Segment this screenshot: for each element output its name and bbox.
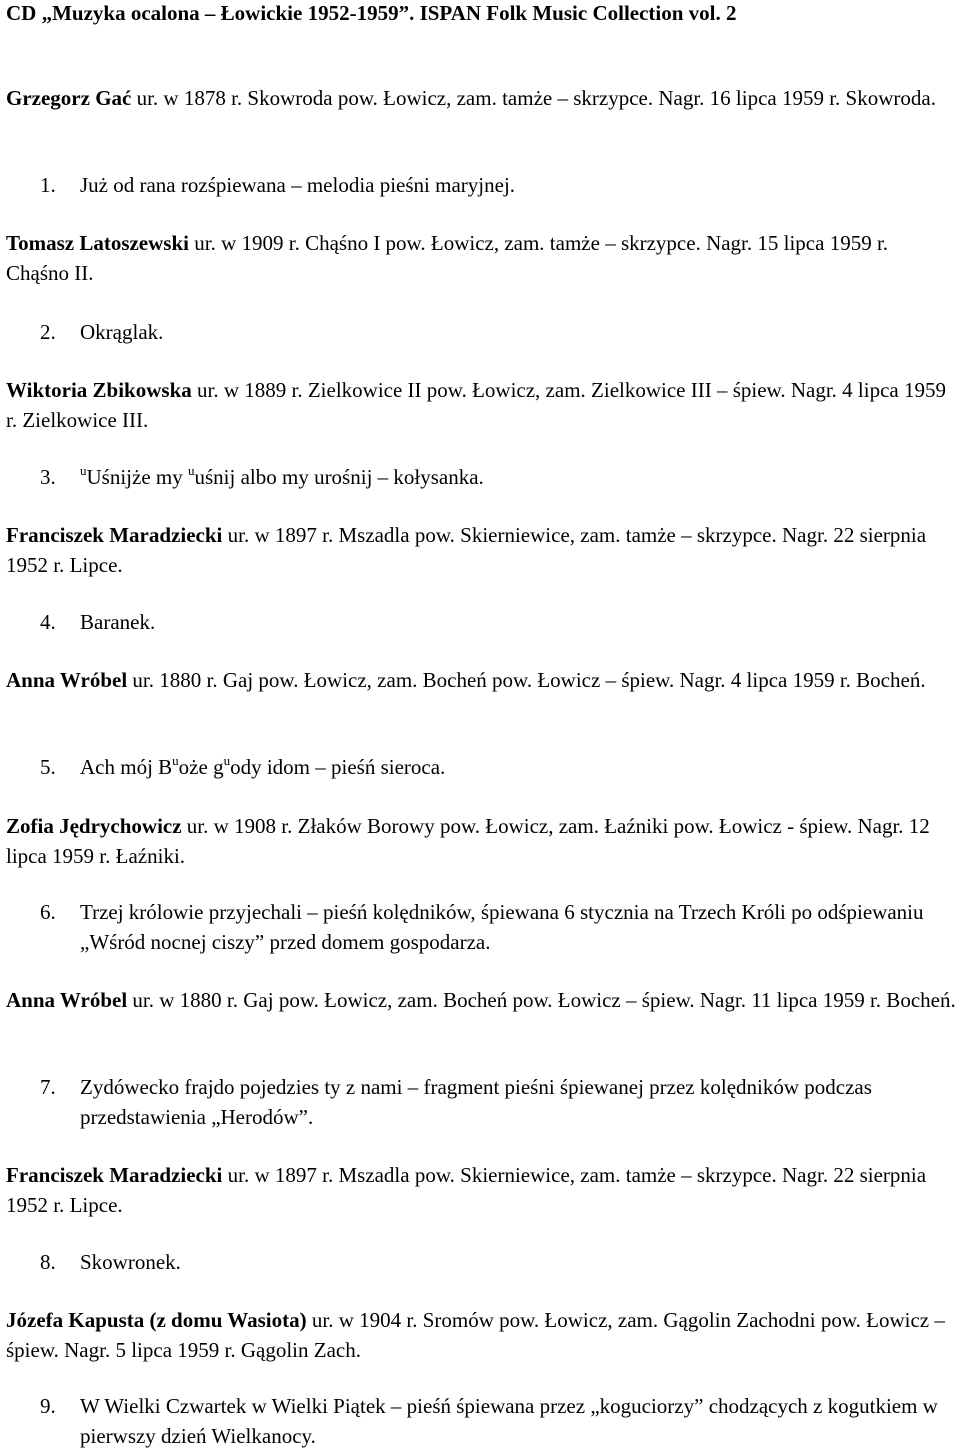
performer-info bbox=[6, 812, 956, 871]
track-title: W Wielki Czwartek w Wielki Piątek – pieśń śpiewana przez „koguciorzy” chodzących z kogutkiem w pierwszy dzień Wielkanocy. bbox=[80, 1394, 938, 1448]
performer-info bbox=[6, 521, 956, 580]
performer-name: Zofia Jędrychowicz bbox=[6, 814, 182, 838]
performer-name: Franciszek Maradziecki bbox=[6, 523, 223, 547]
performer-details: ur. 1880 r. Gaj pow. Łowicz, zam. Bocheń pow. Łowicz – śpiew. Nagr. 4 lipca 1959 r. Bocheń. bbox=[127, 668, 926, 692]
track-item bbox=[40, 608, 956, 638]
track-title: Trzej królowie przyjechali – pieśń kolędników, śpiewana 6 stycznia na Trzech Króli po odśpiewaniu „Wśród nocnej ciszy” przed domem gospodarza. bbox=[80, 900, 924, 954]
track-item bbox=[40, 1073, 956, 1132]
track-title: Zydówecko frajdo pojedzies ty z nami – fragment pieśni śpiewanej przez kolędników podczas przedstawienia „Herodów”. bbox=[80, 1075, 872, 1129]
track-title: Baranek. bbox=[80, 610, 156, 634]
track-title: Już od rana rozśpiewana – melodia pieśni maryjnej. bbox=[80, 173, 516, 197]
performer-name: Grzegorz Gać bbox=[6, 86, 132, 110]
track-number: 7. bbox=[40, 1075, 56, 1099]
performer-name: Wiktoria Zbikowska bbox=[6, 378, 192, 402]
performer-info bbox=[6, 666, 956, 696]
performer-details: ur. w 1904 r. Sromów pow. Łowicz, zam. Gągolin Zachodni pow. Łowicz – śpiew. Nagr. 5 lipca 1959 r. Gągolin Zach. bbox=[6, 1308, 945, 1362]
track-item bbox=[40, 318, 956, 348]
track-item bbox=[40, 898, 956, 957]
track-item bbox=[40, 171, 956, 201]
track-item bbox=[40, 1392, 956, 1451]
performer-info bbox=[6, 84, 956, 114]
track-title: Ach mój $B^uoże$ $g^uody$ idom – pieśń sieroca. bbox=[80, 753, 446, 779]
performer-details: ur. w 1909 r. Chąśno I pow. Łowicz, zam. tamże – skrzypce. Nagr. 15 lipca 1959 r. Chąśno II. bbox=[6, 231, 889, 285]
performer-name: Józefa Kapusta (z domu Wasiota) bbox=[6, 1308, 307, 1332]
performer-name: Franciszek Maradziecki bbox=[6, 1163, 223, 1187]
track-number: 4. bbox=[40, 610, 56, 634]
track-item bbox=[40, 753, 956, 783]
track-number: 8. bbox=[40, 1250, 56, 1274]
track-number: 2. bbox=[40, 320, 56, 344]
performer-info bbox=[6, 1306, 956, 1365]
document-title: CD „Muzyka ocalona – Łowickie 1952-1959”. ISPAN Folk Music Collection vol. 2 bbox=[6, 1, 737, 25]
performer-details: ur. w 1897 r. Mszadla pow. Skierniewice, zam. tamże – skrzypce. Nagr. 22 sierpnia 1952 r. Lipce. bbox=[6, 1163, 927, 1217]
track-item bbox=[40, 1248, 956, 1278]
track-number: 9. bbox=[40, 1394, 56, 1418]
performer-name: Anna Wróbel bbox=[6, 668, 128, 692]
performer-details: ur. w 1880 r. Gaj pow. Łowicz, zam. Bocheń pow. Łowicz – śpiew. Nagr. 11 lipca 1959 r. Bocheń. bbox=[127, 988, 956, 1012]
performer-info bbox=[6, 229, 956, 288]
track-number: 3. bbox=[40, 465, 56, 489]
track-number: 1. bbox=[40, 173, 56, 197]
performer-details: ur. w 1889 r. Zielkowice II pow. Łowicz, zam. Zielkowice III – śpiew. Nagr. 4 lipca 1959 r. Zielkowice III. bbox=[6, 378, 946, 432]
performer-name: Tomasz Latoszewski bbox=[6, 231, 189, 255]
track-title: Okrąglak. bbox=[80, 320, 164, 344]
performer-info bbox=[6, 1161, 956, 1220]
performer-info bbox=[6, 376, 956, 435]
performer-details: ur. w 1897 r. Mszadla pow. Skierniewice, zam. tamże – skrzypce. Nagr. 22 sierpnia 1952 r. Lipce. bbox=[6, 523, 927, 577]
track-number: 6. bbox=[40, 900, 56, 924]
performer-info bbox=[6, 986, 956, 1016]
performer-name: Anna Wróbel bbox=[6, 988, 128, 1012]
track-item bbox=[40, 463, 956, 493]
track-title: Skowronek. bbox=[80, 1250, 181, 1274]
performer-details: ur. w 1878 r. Skowroda pow. Łowicz, zam. tamże – skrzypce. Nagr. 16 lipca 1959 r. Skowroda. bbox=[131, 86, 936, 110]
track-number: 5. bbox=[40, 755, 56, 779]
track-title: $^u$Uśnijże my $^u$uśnij albo my urośnij – kołysanka. bbox=[80, 463, 484, 489]
performer-details: ur. w 1908 r. Złaków Borowy pow. Łowicz, zam. Łaźniki pow. Łowicz - śpiew. Nagr. 12 lipca 1959 r. Łaźniki. bbox=[6, 814, 930, 868]
